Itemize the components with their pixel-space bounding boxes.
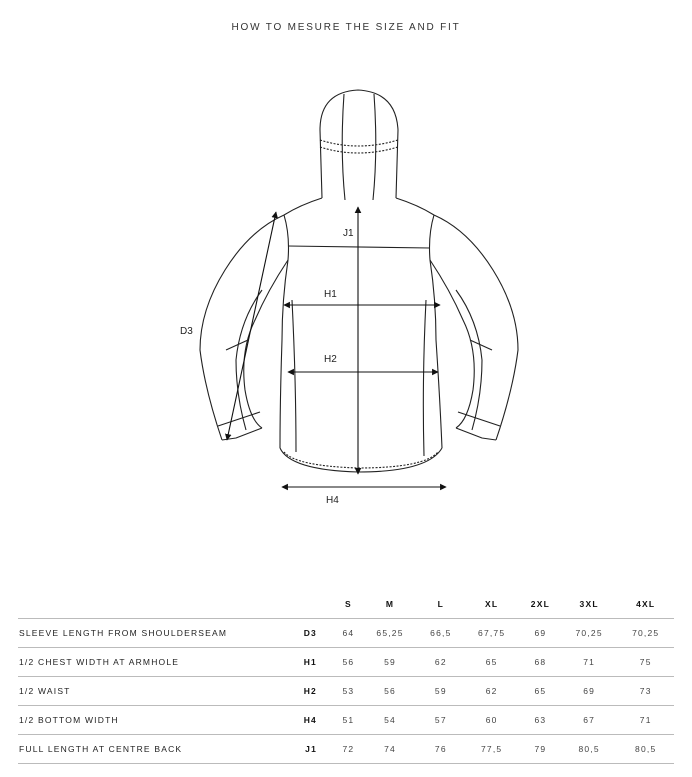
measurement-arrows — [227, 207, 446, 487]
size-header: XL — [485, 599, 499, 609]
h4-label: H4 — [326, 495, 339, 506]
measurement-name: SLEEVE LENGTH FROM SHOULDERSEAM — [18, 619, 275, 648]
size-value: 80,5 — [617, 735, 674, 764]
size-value: 69 — [561, 677, 618, 706]
table-row — [18, 619, 674, 648]
size-value: 56 — [335, 648, 362, 677]
size-value: 80,5 — [561, 735, 618, 764]
size-value: 60 — [463, 706, 520, 735]
size-value: 59 — [362, 648, 419, 677]
size-value: 77,5 — [463, 735, 520, 764]
size-header: 4XL — [636, 599, 656, 609]
measurement-code: D3 — [275, 619, 335, 648]
measurement-name: 1/2 BOTTOM WIDTH — [18, 706, 275, 735]
j1-label: J1 — [343, 228, 354, 239]
table-row — [18, 735, 674, 764]
measurement-code: H1 — [275, 648, 335, 677]
size-value: 70,25 — [561, 619, 618, 648]
size-value: 63 — [520, 706, 561, 735]
size-value: 73 — [617, 677, 674, 706]
jacket-outline — [200, 90, 518, 472]
size-header: L — [437, 599, 445, 609]
size-value: 57 — [418, 706, 463, 735]
measurement-code: J1 — [275, 735, 335, 764]
size-value: 64 — [335, 619, 362, 648]
measurement-name: 1/2 WAIST — [18, 677, 275, 706]
size-value: 71 — [617, 706, 674, 735]
table-row — [18, 677, 674, 706]
size-header: S — [344, 599, 352, 609]
measurement-code: H4 — [275, 706, 335, 735]
size-value: 74 — [362, 735, 419, 764]
h2-label: H2 — [324, 354, 337, 365]
table-row — [18, 648, 674, 677]
header-blank-code — [275, 590, 335, 619]
size-value: 69 — [520, 619, 561, 648]
h1-label: H1 — [324, 289, 337, 300]
measurement-code: H2 — [275, 677, 335, 706]
size-value: 51 — [335, 706, 362, 735]
size-value: 56 — [362, 677, 419, 706]
d3-label: D3 — [180, 326, 193, 337]
size-value: 67,75 — [463, 619, 520, 648]
size-value: 76 — [418, 735, 463, 764]
size-value: 68 — [520, 648, 561, 677]
size-value: 67 — [561, 706, 618, 735]
d3-arrow — [227, 212, 276, 440]
size-value: 65 — [463, 648, 520, 677]
size-value: 75 — [617, 648, 674, 677]
size-value: 70,25 — [617, 619, 674, 648]
table-row — [18, 706, 674, 735]
size-value: 79 — [520, 735, 561, 764]
table-header-row — [18, 590, 674, 619]
size-value: 62 — [463, 677, 520, 706]
size-value: 65 — [520, 677, 561, 706]
header-blank — [18, 590, 275, 619]
size-value: 65,25 — [362, 619, 419, 648]
size-header: 2XL — [530, 599, 550, 609]
size-header: 3XL — [579, 599, 599, 609]
size-value: 62 — [418, 648, 463, 677]
measurement-name: 1/2 CHEST WIDTH AT ARMHOLE — [18, 648, 275, 677]
page-title: HOW TO MESURE THE SIZE AND FIT — [231, 22, 461, 33]
size-value: 71 — [561, 648, 618, 677]
size-value: 72 — [335, 735, 362, 764]
size-value: 53 — [335, 677, 362, 706]
size-value: 59 — [418, 677, 463, 706]
size-value: 66,5 — [418, 619, 463, 648]
size-value: 54 — [362, 706, 419, 735]
size-chart-table — [18, 590, 674, 764]
size-header: M — [385, 599, 395, 609]
measurement-name: FULL LENGTH AT CENTRE BACK — [18, 735, 275, 764]
